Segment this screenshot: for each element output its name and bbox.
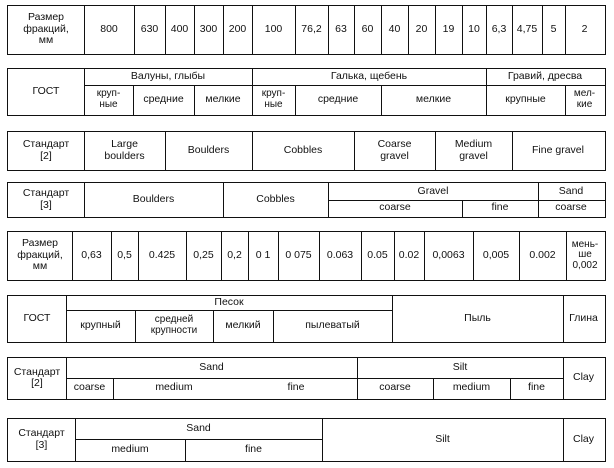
class-gravel: Gravel: [417, 184, 449, 197]
row-header: ГОСТ: [32, 84, 60, 97]
size-value: 2: [581, 22, 588, 35]
size-value: 60: [361, 22, 374, 35]
sub-class: крупные: [505, 92, 546, 105]
size-value: 0,2: [227, 248, 242, 261]
sand-sub: medium: [111, 442, 149, 455]
row-header: Стандарт [2]: [13, 365, 61, 389]
row-header: Стандарт [3]: [22, 187, 70, 211]
size-value: 19: [442, 22, 455, 35]
size-value: мень- ше 0,002: [571, 238, 599, 271]
size-value: 0.063: [326, 248, 354, 261]
size-table-fine: [7, 231, 606, 281]
sand-sub: fine: [245, 442, 262, 455]
size-value: 100: [264, 22, 283, 35]
size-value: 0,0063: [432, 248, 465, 261]
standard2-table-coarse: [7, 131, 606, 171]
size-value: 5: [550, 22, 557, 35]
sub-class: мел- кие: [573, 88, 596, 110]
class-clay: Clay: [572, 371, 594, 384]
size-value: 0 1: [255, 248, 271, 261]
sub-class: мелкие: [205, 92, 241, 105]
class-silt: Silt: [452, 361, 468, 374]
class-cobbles: Cobbles: [256, 192, 295, 205]
sand-sub: medium: [155, 381, 193, 394]
silt-sub: fine: [528, 381, 545, 394]
size-value: 6,3: [491, 22, 507, 35]
group-boulders: Валуны, глыбы: [130, 70, 206, 83]
class-sand: Песок: [214, 296, 244, 309]
size-value: 630: [140, 22, 159, 35]
class-cell: Large boulders: [104, 138, 145, 162]
row-header: Размер фракций, мм: [17, 237, 63, 273]
row-header: Размер фракций, мм: [23, 11, 69, 47]
size-value: 63: [335, 22, 347, 35]
row-header: Стандарт [2]: [22, 138, 70, 162]
size-value: 0 075: [285, 248, 312, 261]
class-silt: Пыль: [464, 311, 491, 324]
size-value: 40: [388, 22, 401, 35]
sand-sub: мелкий: [225, 318, 261, 331]
sand-coarse: coarse: [555, 201, 587, 214]
gost-table-coarse: [7, 68, 606, 116]
silt-sub: medium: [452, 381, 491, 394]
size-value: 10: [468, 22, 480, 35]
size-value: 0.02: [398, 248, 420, 261]
class-sand: Sand: [186, 422, 211, 435]
size-value: 400: [170, 22, 189, 35]
size-value: 4,75: [516, 22, 538, 35]
size-value: 0,63: [81, 248, 102, 261]
size-value: 0.05: [367, 248, 388, 261]
gravel-coarse: coarse: [379, 201, 411, 214]
class-clay: Clay: [572, 432, 594, 445]
gost-table-fine: [7, 295, 606, 343]
class-cell: Fine gravel: [532, 143, 584, 156]
size-value: 200: [228, 22, 247, 35]
sand-sub: средней крупности: [150, 314, 198, 336]
silt-sub: coarse: [379, 381, 411, 394]
standard3-table-fine: [7, 418, 606, 462]
sand-sub: fine: [287, 381, 305, 394]
size-value: 76,2: [301, 22, 322, 35]
row-header: Стандарт [3]: [18, 427, 65, 451]
sub-class: круп- ные: [261, 88, 286, 110]
class-clay: Глина: [569, 311, 598, 324]
standard3-table-coarse: [7, 182, 606, 218]
class-cell: Boulders: [187, 143, 230, 156]
size-value: 20: [415, 22, 428, 35]
class-cell: Medium gravel: [454, 138, 493, 162]
sub-class: средние: [143, 92, 184, 105]
size-value: 0.002: [529, 248, 556, 261]
sand-sub: пылеватый: [305, 318, 360, 331]
class-cell: Coarse gravel: [377, 138, 412, 162]
gravel-fine: fine: [491, 201, 509, 214]
size-table-coarse: [7, 5, 606, 55]
class-sand: Sand: [199, 361, 224, 374]
sub-class: средние: [317, 92, 359, 105]
sand-sub: крупный: [80, 318, 121, 331]
group-gravel: Гравий, дресва: [507, 70, 583, 83]
size-value: 300: [199, 22, 218, 35]
group-pebbles: Галька, щебень: [330, 70, 408, 83]
size-value: 0,25: [193, 248, 214, 261]
class-cell: Cobbles: [283, 143, 323, 156]
sub-class: круп- ные: [96, 88, 121, 110]
class-boulders: Boulders: [132, 192, 175, 205]
size-value: 0,5: [117, 248, 132, 261]
class-sand: Sand: [558, 184, 584, 197]
standard2-table-fine: [7, 357, 606, 400]
size-value: 0,005: [482, 248, 510, 261]
row-header: ГОСТ: [23, 311, 51, 324]
sand-sub: coarse: [73, 381, 106, 394]
class-silt: Silt: [435, 432, 450, 445]
size-value: 800: [100, 22, 118, 35]
size-value: 0.425: [148, 248, 176, 261]
sub-class: мелкие: [415, 92, 452, 105]
